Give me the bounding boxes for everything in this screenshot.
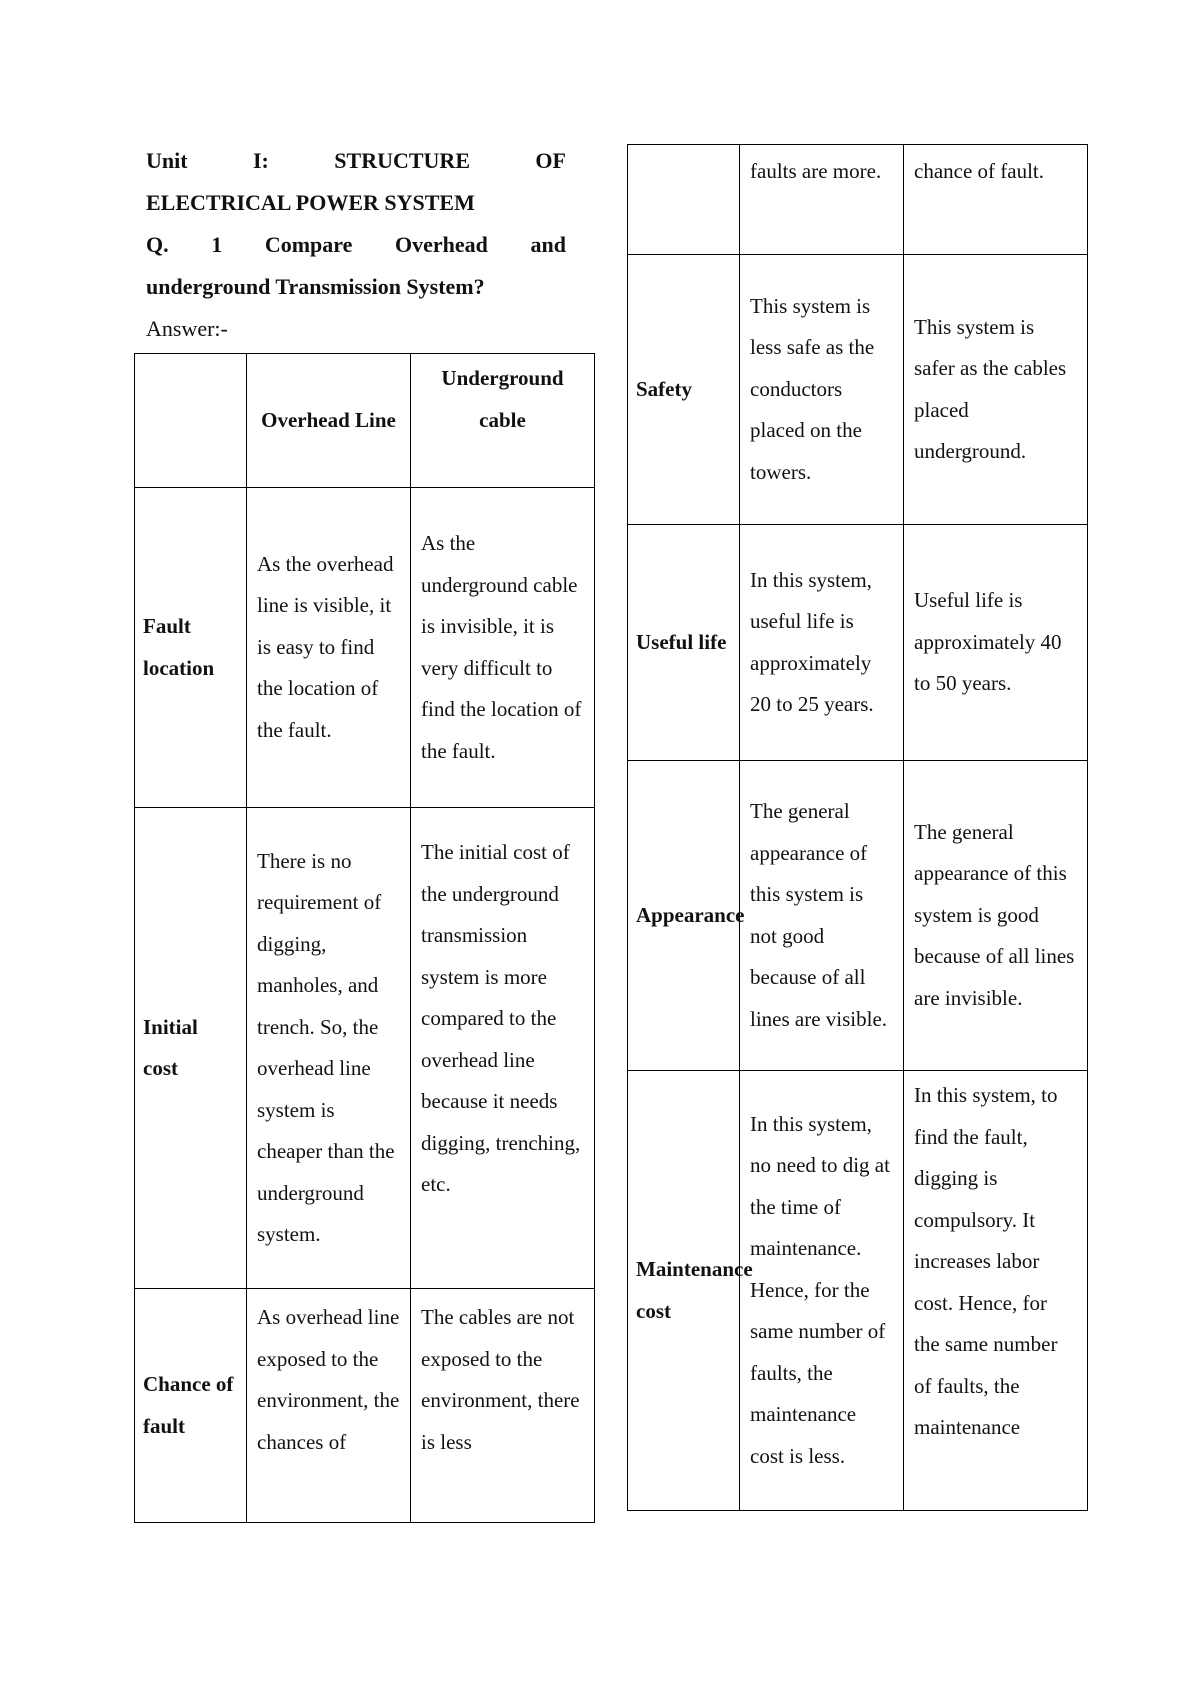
row-label-appearance: Appearance (628, 761, 740, 1071)
overhead-cell: The general appearance of this system is not good because of all lines are visible. (740, 761, 904, 1071)
unit-word: Unit (146, 148, 188, 173)
row-label-useful-life: Useful life (628, 525, 740, 761)
table-row (628, 525, 1088, 761)
table-row (135, 808, 595, 1289)
overhead-cell: There is no requirement of digging, manholes, and trench. So, the overhead line system is cheaper than the underground system. (247, 808, 411, 1289)
comparison-table-part-2 (627, 144, 1088, 1511)
underground-cell: chance of fault. (904, 145, 1088, 255)
row-label-safety: Safety (628, 255, 740, 525)
table-row (135, 1289, 595, 1523)
table-row (135, 488, 595, 808)
heading-line-3 (146, 224, 566, 266)
row-label-initial-cost: Initial cost (135, 808, 247, 1289)
overhead-word: Overhead (395, 232, 488, 257)
underground-cell: This system is safer as the cables placed underground. (904, 255, 1088, 525)
question-heading (146, 140, 566, 350)
question-number: 1 (211, 232, 223, 257)
heading-line-2: ELECTRICAL POWER SYSTEM (146, 190, 475, 215)
overhead-cell: As overhead line exposed to the environment, the chances of (247, 1289, 411, 1523)
underground-cell: In this system, to find the fault, digging is compulsory. It increases labor cost. Hence, for the same number of faults, the maintenance (904, 1071, 1088, 1511)
overhead-cell: This system is less safe as the conductors placed on the towers. (740, 255, 904, 525)
table-row (628, 255, 1088, 525)
heading-line-4: underground Transmission System? (146, 274, 485, 299)
underground-cell: The initial cost of the underground transmission system is more compared to the overhead line because it needs digging, trenching, etc. (411, 808, 595, 1289)
overhead-cell: In this system, no need to dig at the time of maintenance. Hence, for the same number of faults, the maintenance cost is less. (740, 1071, 904, 1511)
unit-number: I: (252, 148, 269, 173)
underground-cell: Useful life is approximately 40 to 50 years. (904, 525, 1088, 761)
table-row (628, 761, 1088, 1071)
continued-empty-cell (628, 145, 740, 255)
heading-line-1 (146, 140, 566, 182)
comparison-table-part-1 (134, 353, 595, 1523)
table-row-continued (628, 145, 1088, 255)
structure-word: STRUCTURE (334, 148, 470, 173)
overhead-cell: As the overhead line is visible, it is easy to find the location of the fault. (247, 488, 411, 808)
compare-word: Compare (264, 232, 353, 257)
table-row (628, 1071, 1088, 1511)
row-label-chance-of-fault: Chance of fault (135, 1289, 247, 1523)
answer-label: Answer:- (146, 316, 228, 341)
header-empty-cell (135, 354, 247, 488)
overhead-cell: faults are more. (740, 145, 904, 255)
row-label-fault-location: Fault location (135, 488, 247, 808)
header-overhead-line: Overhead Line (247, 354, 411, 488)
of-word: OF (535, 148, 566, 173)
underground-cell: The cables are not exposed to the environment, there is less (411, 1289, 595, 1523)
underground-cell: As the underground cable is invisible, it is very difficult to find the location of the fault. (411, 488, 595, 808)
table-header-row (135, 354, 595, 488)
underground-cell: The general appearance of this system is good because of all lines are invisible. (904, 761, 1088, 1071)
overhead-cell: In this system, useful life is approximately 20 to 25 years. (740, 525, 904, 761)
row-label-maintenance-cost: Maintenance cost (628, 1071, 740, 1511)
header-underground-cable: Underground cable (411, 354, 595, 488)
question-label: Q. (146, 232, 169, 257)
and-word: and (530, 232, 566, 257)
